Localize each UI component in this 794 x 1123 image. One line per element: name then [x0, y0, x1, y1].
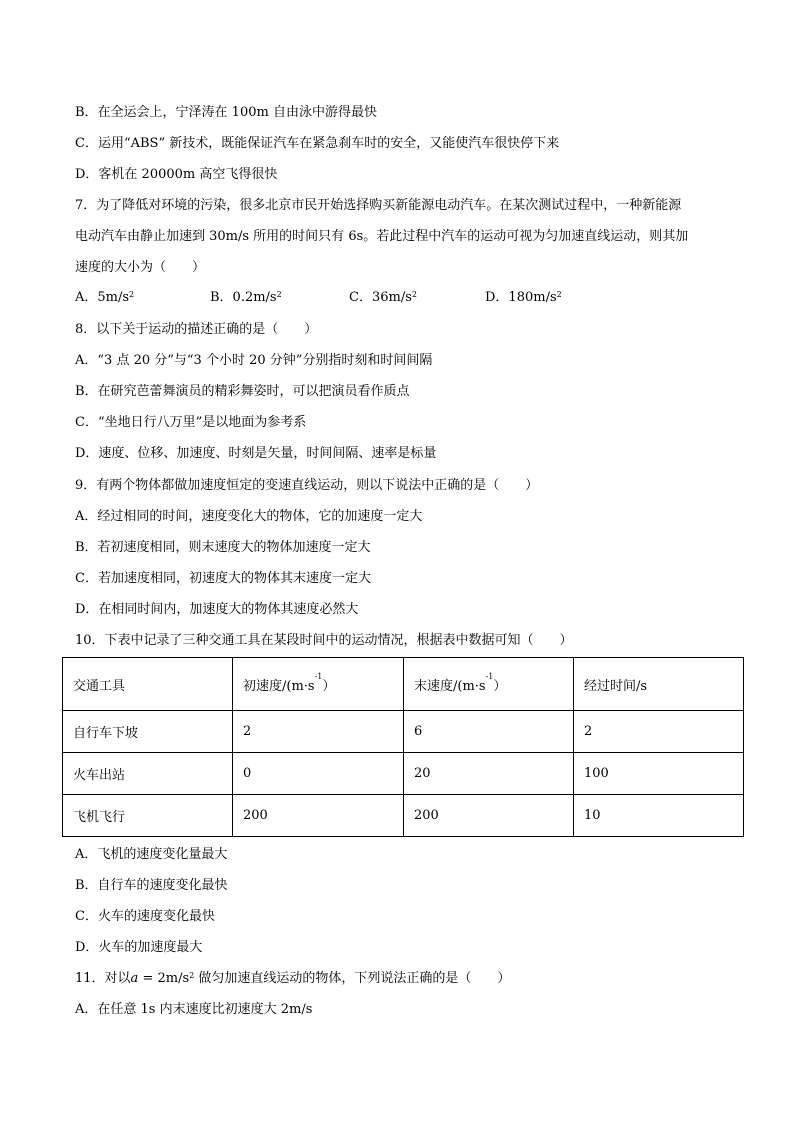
table-cell: 200 — [233, 795, 404, 837]
table-cell: 200 — [404, 795, 574, 837]
q10-option-d: D．火车的加速度最大 — [75, 940, 203, 955]
q8-option-b: B．在研究芭蕾舞演员的精彩舞姿时，可以把演员看作质点 — [75, 384, 410, 399]
table-cell: 6 — [404, 711, 574, 753]
q7-option-d: D．$180m/s^2$ — [485, 290, 562, 305]
table-cell: 20 — [404, 753, 574, 795]
q11-stem: 11．对以$a = 2m/s^2$ 做匀加速直线运动的物体，下列说法正确的是（ ） — [75, 971, 511, 986]
q8-option-d: D．速度、位移、加速度、时刻是矢量，时间间隔、速率是标量 — [75, 446, 437, 461]
table-row — [63, 795, 744, 837]
q6-option-d: D．客机在 20000m 高空飞得很快 — [75, 167, 278, 182]
table-header-row — [63, 658, 744, 711]
table-cell: 10 — [574, 795, 744, 837]
q7-stem-line-2: 电动汽车由静止加速到 30m/s 所用的时间只有 6s。若此过程中汽车的运动可视为匀加速直线运动，则其加 — [75, 229, 689, 244]
table-cell: 自行车下坡 — [63, 711, 233, 753]
table-cell: 飞机飞行 — [63, 795, 233, 837]
table-cell: 100 — [574, 753, 744, 795]
table-row — [63, 711, 744, 753]
q8-option-a: A．“3 点 20 分”与“3 个小时 20 分钟”分别指时刻和时间间隔 — [75, 353, 433, 368]
table-header-cell: 交通工具 — [63, 658, 233, 711]
q10-option-a: A．飞机的速度变化量最大 — [75, 847, 228, 862]
table-cell: 0 — [233, 753, 404, 795]
q8-option-c: C．“坐地日行八万里”是以地面为参考系 — [75, 415, 307, 430]
q10-option-c: C．火车的速度变化最快 — [75, 909, 215, 924]
table-cell: 火车出站 — [63, 753, 233, 795]
q9-option-a: A．经过相同的时间，速度变化大的物体，它的加速度一定大 — [75, 509, 423, 524]
table-row — [63, 753, 744, 795]
q10-option-b: B．自行车的速度变化最快 — [75, 878, 228, 893]
q9-stem: 9．有两个物体都做加速度恒定的变速直线运动，则以下说法中正确的是（ ） — [75, 478, 539, 493]
table-header-cell: 经过时间/s — [574, 658, 744, 711]
q11-option-a: A．在任意 1s 内末速度比初速度大 2m/s — [75, 1002, 313, 1017]
q7-option-a: A．$5m/s^2$ — [75, 290, 135, 305]
q7-stem-line-1: 7．为了降低对环境的污染，很多北京市民开始选择购买新能源电动汽车。在某次测试过程中，一种新能源 — [75, 198, 682, 213]
q7-option-c: C．$36m/s^2$ — [349, 290, 417, 305]
q9-option-b: B．若初速度相同，则末速度大的物体加速度一定大 — [75, 540, 371, 555]
q7-stem-line-3: 速度的大小为（ ） — [75, 260, 206, 275]
q6-option-c: C．运用“ABS” 新技术，既能保证汽车在紧急刹车时的安全，又能使汽车很快停下来 — [75, 136, 560, 151]
q9-option-d: D．在相同时间内，加速度大的物体其速度必然大 — [75, 602, 359, 617]
table-header-cell: 初速度$/(m\cdot s^{-1})$ — [233, 658, 404, 711]
table-header-cell: 末速度$/(m\cdot s^{-1})$ — [404, 658, 574, 711]
table-cell: 2 — [574, 711, 744, 753]
motion-data-table — [62, 657, 744, 837]
q8-stem: 8．以下关于运动的描述正确的是（ ） — [75, 322, 318, 337]
q9-option-c: C．若加速度相同，初速度大的物体其末速度一定大 — [75, 571, 371, 586]
q6-option-b: B．在全运会上，宁泽涛在 100m 自由泳中游得最快 — [75, 105, 377, 120]
q10-stem: 10．下表中记录了三种交通工具在某段时间中的运动情况，根据表中数据可知（ ） — [75, 633, 573, 648]
q7-option-b: B．$0.2m/s^2$ — [210, 290, 282, 305]
table-cell: 2 — [233, 711, 404, 753]
